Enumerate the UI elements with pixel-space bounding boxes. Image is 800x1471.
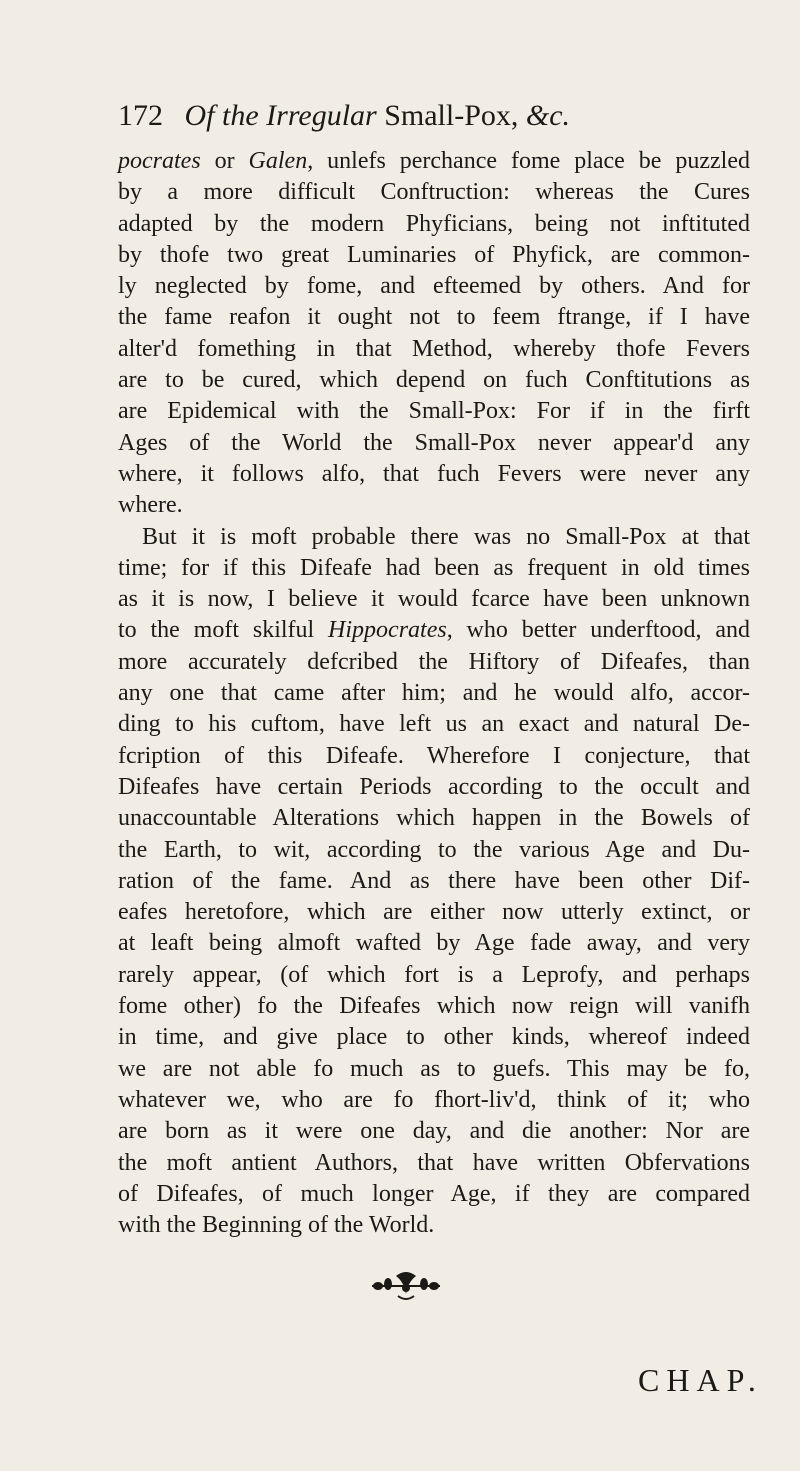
text-line: time; for if this Difeafe had been as frequent in old times xyxy=(118,554,750,581)
body-text xyxy=(118,146,750,1241)
text-line: rarely appear, (of which fort is a Leprofy, and perhaps xyxy=(118,961,750,988)
printers-ornament xyxy=(368,1268,444,1302)
text-line: in time, and give place to other kinds, whereof indeed xyxy=(118,1024,750,1051)
text-line: where. xyxy=(118,492,183,519)
text-line: Ages of the World the Small-Pox never appear'd any xyxy=(118,429,750,456)
text-line: by a more difficult Conftruction: whereas the Cures xyxy=(118,179,750,206)
header-title-etc: &c. xyxy=(525,99,571,132)
text-line: fcription of this Difeafe. Wherefore I conjecture, that xyxy=(118,742,750,769)
text-line: ding to his cuftom, have left us an exact and natural De- xyxy=(118,711,750,738)
header-title-italic: Of the Irregular xyxy=(184,99,377,132)
text-line: pocrates or Galen, unlefs perchance fome place be puzzled xyxy=(118,148,750,174)
text-line: to the moft skilful Hippocrates, who better underftood, and xyxy=(118,617,751,644)
catchword: CHAP. xyxy=(638,1362,763,1398)
text-line: with the Beginning of the World. xyxy=(118,1212,435,1239)
text-line: ration of the fame. And as there have been other Dif- xyxy=(118,867,750,894)
text-line: are Epidemical with the Small-Pox: For if in the firft xyxy=(118,398,750,425)
text-line: unaccountable Alterations which happen in the Bowels of xyxy=(118,805,750,832)
text-line: the fame reafon it ought not to feem ftrange, if I have xyxy=(118,304,750,331)
text-line: are to be cured, which depend on fuch Conftitutions as xyxy=(118,367,750,394)
text-line: of Difeafes, of much longer Age, if they are compared xyxy=(118,1180,750,1207)
text-line: any one that came after him; and he would alfo, accor- xyxy=(118,680,750,707)
text-line: ly neglected by fome, and efteemed by others. And for xyxy=(118,273,750,300)
text-line: alter'd fomething in that Method, whereby thofe Fevers xyxy=(118,335,750,362)
text-line: Difeafes have certain Periods according to the occult and xyxy=(118,773,750,800)
text-line: as it is now, I believe it would fcarce have been unknown xyxy=(118,586,750,613)
text-line: whatever we, who are fo fhort-liv'd, think of it; who xyxy=(118,1086,750,1113)
text-line: we are not able fo much as to guefs. This may be fo, xyxy=(118,1055,750,1082)
text-line: where, it follows alfo, that fuch Fevers were never any xyxy=(118,460,750,487)
running-header xyxy=(118,96,758,136)
header-title: Small-Pox, xyxy=(384,99,519,132)
text-line: more accurately defcribed the Hiftory of Difeafes, than xyxy=(118,648,750,675)
text-line: the Earth, to wit, according to the various Age and Du- xyxy=(118,836,750,863)
text-line: by thofe two great Luminaries of Phyfick, are common- xyxy=(118,241,750,268)
text-line: But it is moft probable there was no Small-Pox at that xyxy=(142,523,750,550)
page-number: 172 xyxy=(118,99,163,132)
text-line: are born as it were one day, and die another: Nor are xyxy=(118,1118,750,1145)
text-line: eafes heretofore, which are either now utterly extinct, or xyxy=(118,899,750,926)
text-line: the moft antient Authors, that have written Obfervations xyxy=(118,1149,750,1176)
text-line: adapted by the modern Phyficians, being not inftituted xyxy=(118,210,750,237)
text-line: at leaft being almoft wafted by Age fade away, and very xyxy=(118,930,750,957)
text-line: fome other) fo the Difeafes which now reign will vanifh xyxy=(118,993,750,1020)
